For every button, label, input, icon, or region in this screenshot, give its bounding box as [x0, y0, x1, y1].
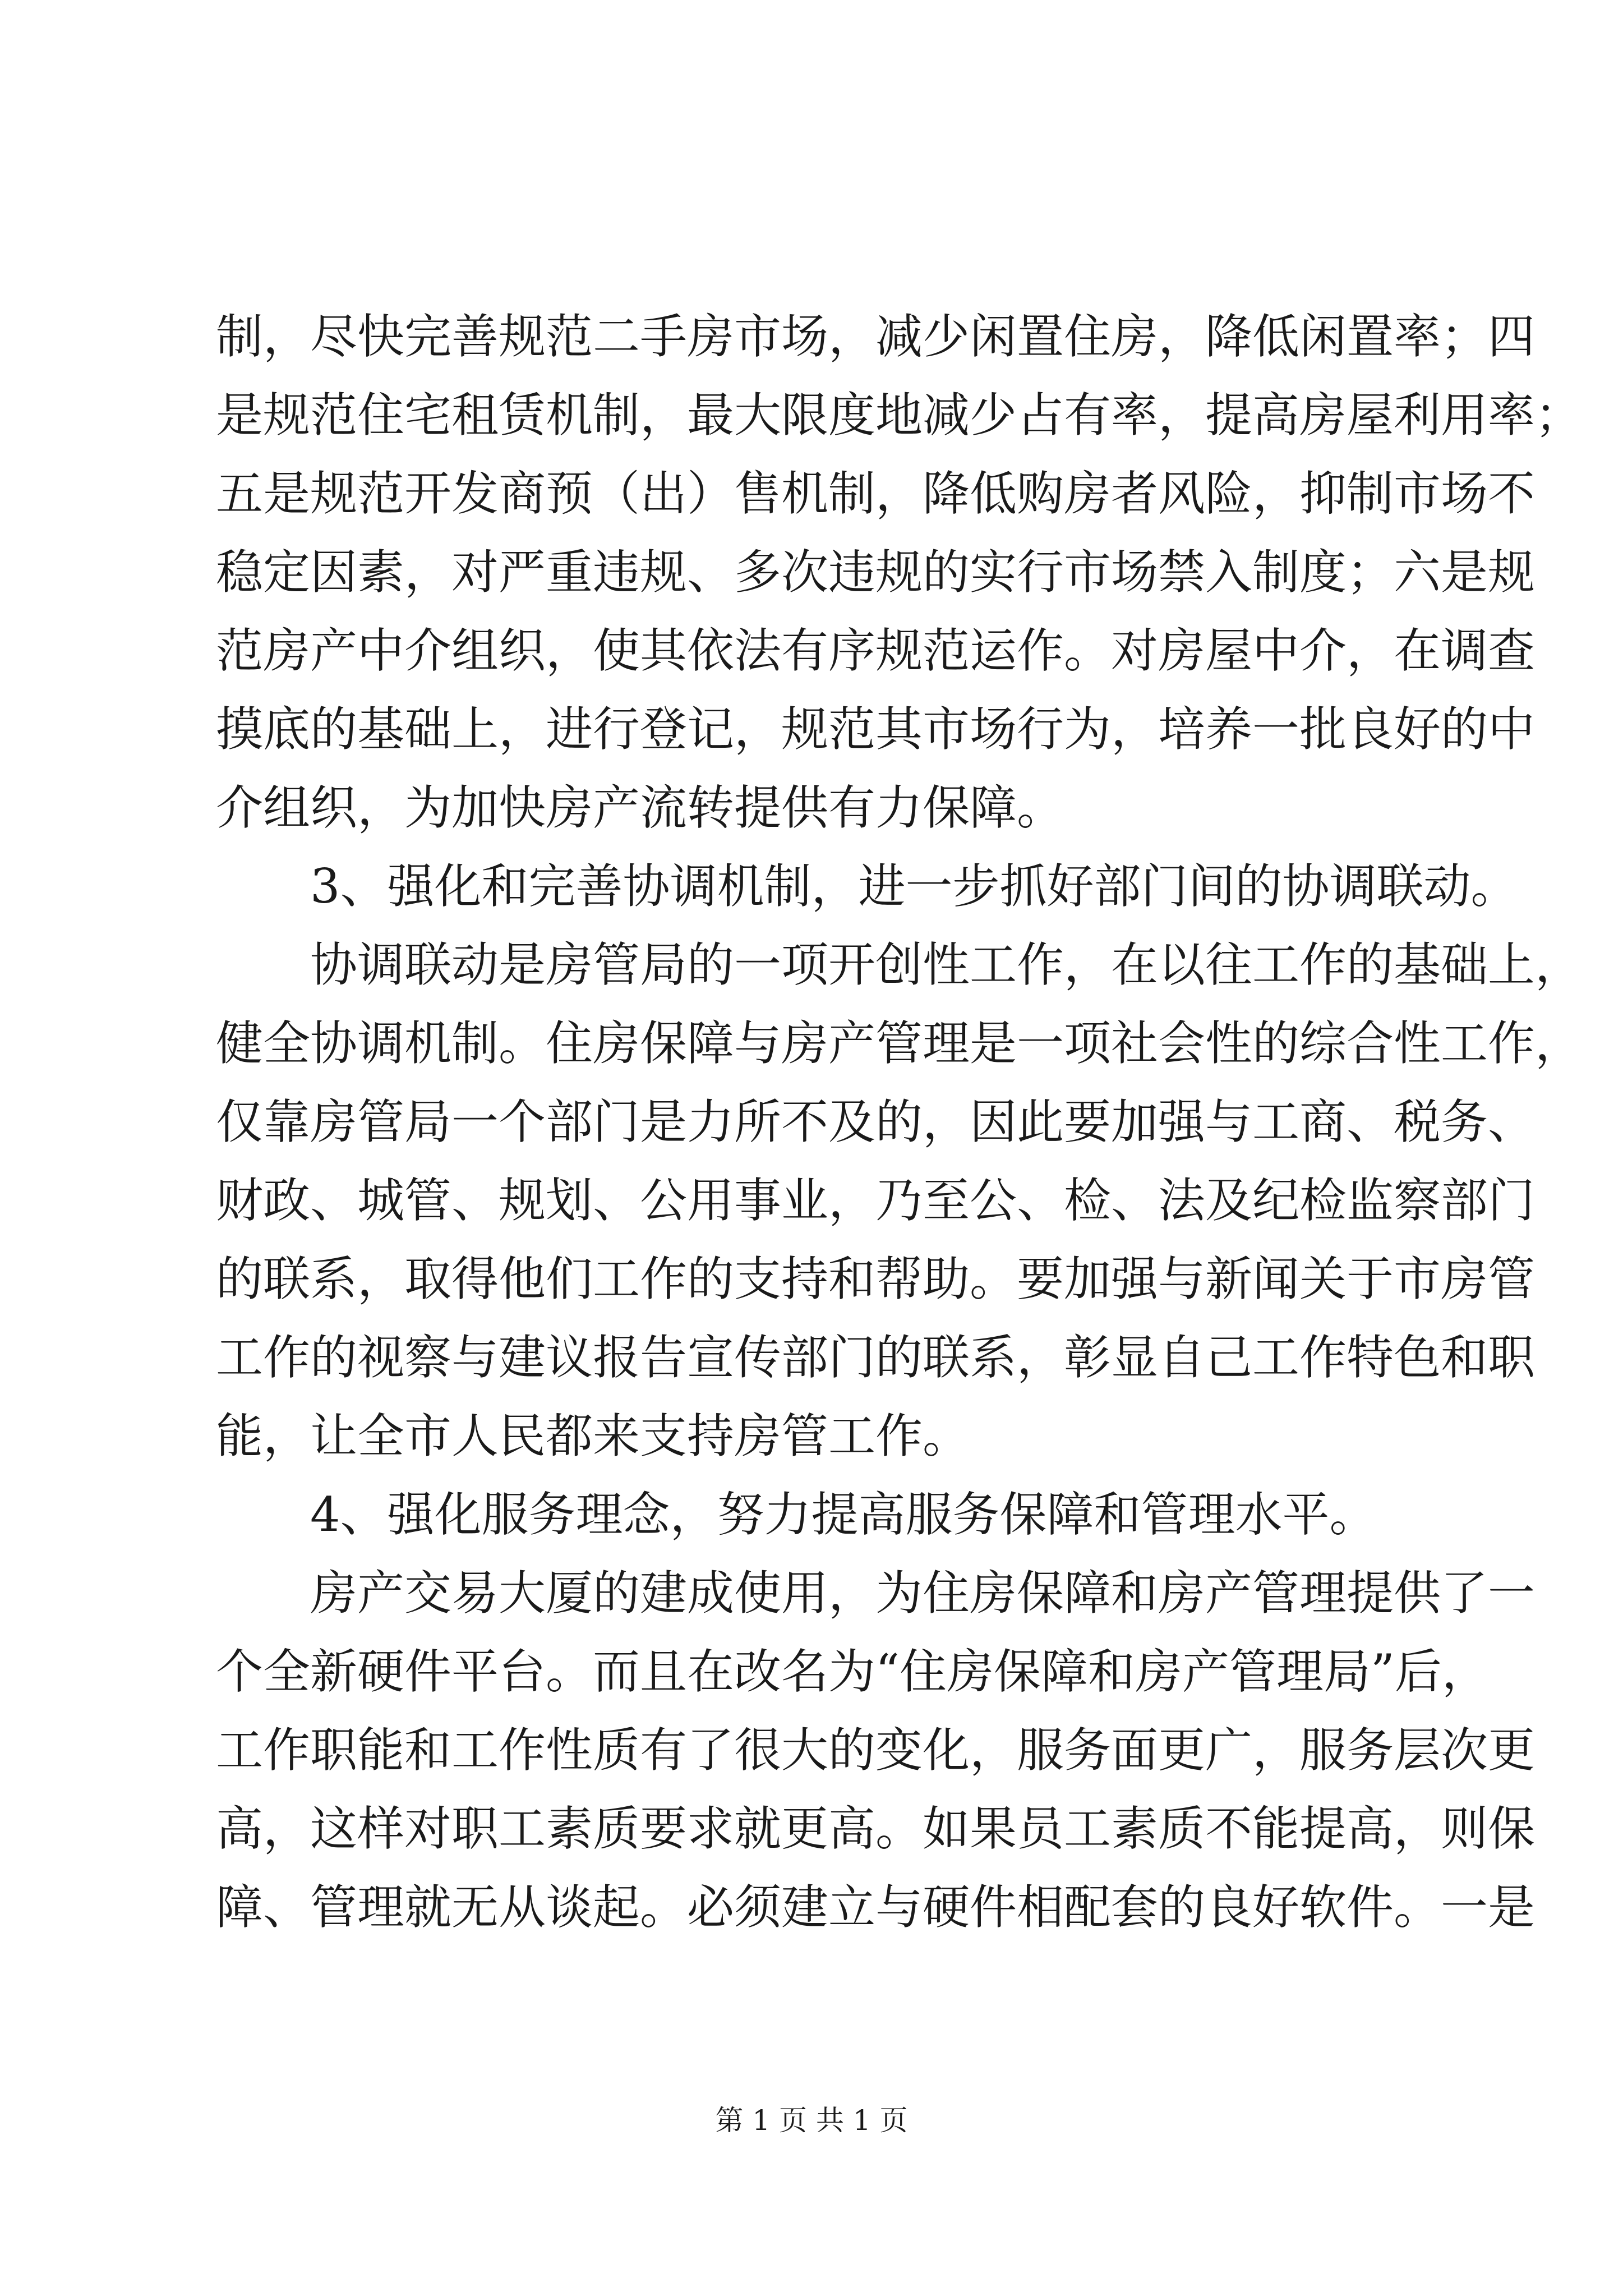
text-line: 是规范住宅租赁机制，最大限度地减少占有率，提高房屋利用率；	[216, 388, 1583, 443]
text-line: 工作职能和工作性质有了很大的变化，服务面更广，服务层次更	[216, 1723, 1536, 1778]
text-line: 财政、城管、规划、公用事业，乃至公、检、法及纪检监察部门	[216, 1173, 1536, 1228]
section-heading: 4、强化服务理念，努力提高服务保障和管理水平。	[310, 1487, 1377, 1542]
text-line: 五是规范开发商预（出）售机制，降低购房者风险，抑制市场不	[216, 466, 1536, 521]
text-line: 个全新硬件平台。而且在改名为“住房保障和房产管理局”后，	[216, 1644, 1489, 1699]
text-line: 高，这样对职工素质要求就更高。如果员工素质不能提高，则保	[216, 1801, 1536, 1856]
text-line: 协调联动是房管局的一项开创性工作，在以往工作的基础上，	[310, 937, 1583, 992]
text-line: 障、管理就无从谈起。必须建立与硬件相配套的良好软件。一是	[216, 1880, 1536, 1935]
text-line: 介组织，为加快房产流转提供有力保障。	[216, 780, 1064, 835]
text-line: 能，让全市人民都来支持房管工作。	[216, 1409, 970, 1464]
text-line: 房产交易大厦的建成使用，为住房保障和房产管理提供了一	[310, 1566, 1536, 1621]
text-line: 摸底的基础上，进行登记，规范其市场行为，培养一批良好的中	[216, 702, 1536, 757]
text-line: 仅靠房管局一个部门是力所不及的，因此要加强与工商、税务、	[216, 1094, 1536, 1149]
document-body	[216, 297, 1583, 1947]
text-line: 制，尽快完善规范二手房市场，减少闲置住房，降低闲置率；四	[216, 309, 1536, 364]
page-number-label: 第 1 页 共 1 页	[715, 2104, 908, 2137]
text-line: 稳定因素，对严重违规、多次违规的实行市场禁入制度；六是规	[216, 545, 1536, 600]
text-line: 健全协调机制。住房保障与房产管理是一项社会性的综合性工作，	[216, 1016, 1583, 1071]
text-line: 工作的视察与建议报告宣传部门的联系，彰显自己工作特色和职	[216, 1330, 1536, 1385]
text-line: 的联系，取得他们工作的支持和帮助。要加强与新闻关于市房管	[216, 1251, 1536, 1306]
page-footer	[0, 2101, 1623, 2140]
section-heading: 3、强化和完善协调机制，进一步抓好部门间的协调联动。	[310, 859, 1518, 914]
text-line: 范房产中介组织，使其依法有序规范运作。对房屋中介，在调查	[216, 623, 1536, 678]
